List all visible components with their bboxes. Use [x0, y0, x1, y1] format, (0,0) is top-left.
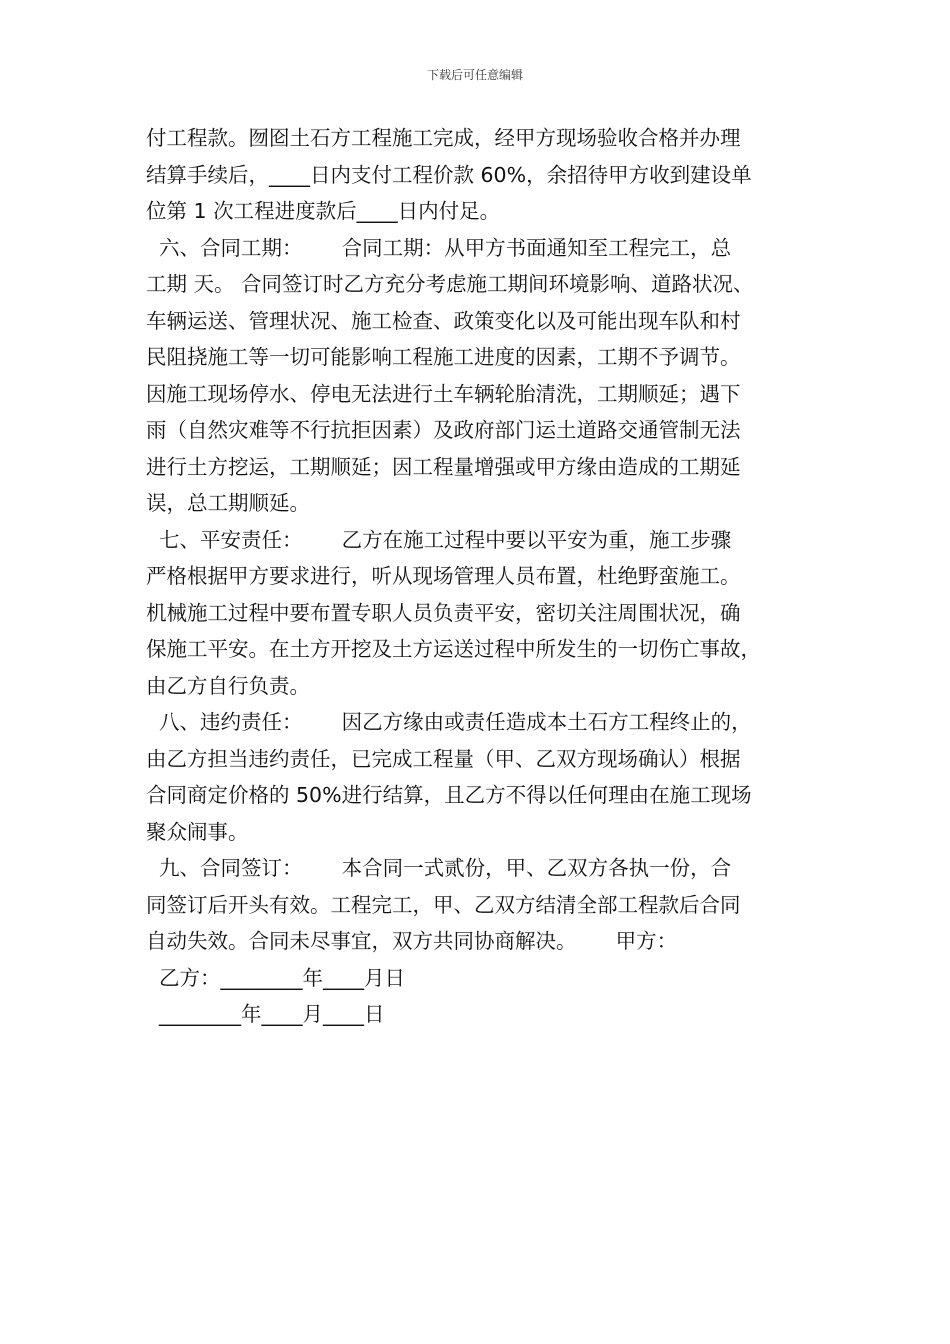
text-line: 结算手续后，____日内支付工程价款 60%，余招待甲方收到建设单 [146, 162, 752, 187]
text-line: 误，总工期顺延。 [146, 491, 310, 515]
text-line: 由乙方担当违约责任，已完成工程量（甲、乙双方现场确认）根据 [146, 746, 741, 771]
text-line: 因施工现场停水、停电无法进行土车辆轮胎清洗，工期顺延；遇下 [146, 381, 741, 406]
text-line: 民阻挠施工等一切可能影响工程施工进度的因素，工期不予调节。 [146, 345, 741, 369]
text-line: 机械施工过程中要布置专职人员负责平安，密切关注周围状况，确 [146, 600, 741, 625]
text-line: 合同商定价格的 50%进行结算，且乙方不得以任何理由在施工现场 [146, 783, 752, 807]
text-line: 付工程款。囫囵土石方工程施工完成，经甲方现场验收合格并办理 [146, 126, 741, 150]
text-line: 聚众闹事。 [146, 819, 249, 844]
text-line: 进行土方挖运，工期顺延；因工程量增强或甲方缘由造成的工期延 [146, 454, 741, 479]
section-seven-heading-line: 七、平安责任： 乙方在施工过程中要以平安为重，施工步骤 [146, 527, 732, 552]
section-six-heading-line: 六、合同工期： 合同工期：从甲方书面通知至工程完工，总 [146, 235, 732, 260]
text-line: 保施工平安。在土方开挖及土方运送过程中所发生的一切伤亡事故， [146, 637, 761, 661]
text-line: 自动失效。合同未尽事宜，双方共同协商解决。 甲方： [146, 929, 678, 953]
document-body [146, 120, 826, 1033]
signature-line-party-b: 乙方：________年____月日 [146, 965, 406, 990]
section-nine-heading-line: 九、合同签订： 本合同一式贰份，甲、乙双方各执一份，合 [146, 856, 732, 880]
text-line: 由乙方自行负责。 [146, 673, 310, 698]
signature-date-line: ________年____月____日 [146, 1002, 385, 1026]
section-eight-heading-line: 八、违约责任： 因乙方缘由或责任造成本土石方工程终止的， [146, 710, 752, 734]
text-line: 车辆运送、管理状况、施工检查、政策变化以及可能出现车队和村 [146, 308, 741, 333]
text-line: 雨（自然灾难等不行抗拒因素）及政府部门运土道路交通管制无法 [146, 418, 741, 442]
text-line: 位第 1 次工程进度款后____日内付足。 [146, 199, 501, 223]
text-line: 工期 天。 合同签订时乙方充分考虑施工期间环境影响、道路状况、 [146, 272, 754, 296]
text-line: 同签订后开头有效。工程完工，甲、乙双方结清全部工程款后合同 [146, 892, 741, 917]
page-header: 下载后可任意编辑 [426, 68, 523, 82]
text-line: 严格根据甲方要求进行，听从现场管理人员布置，杜绝野蛮施工。 [146, 564, 741, 588]
